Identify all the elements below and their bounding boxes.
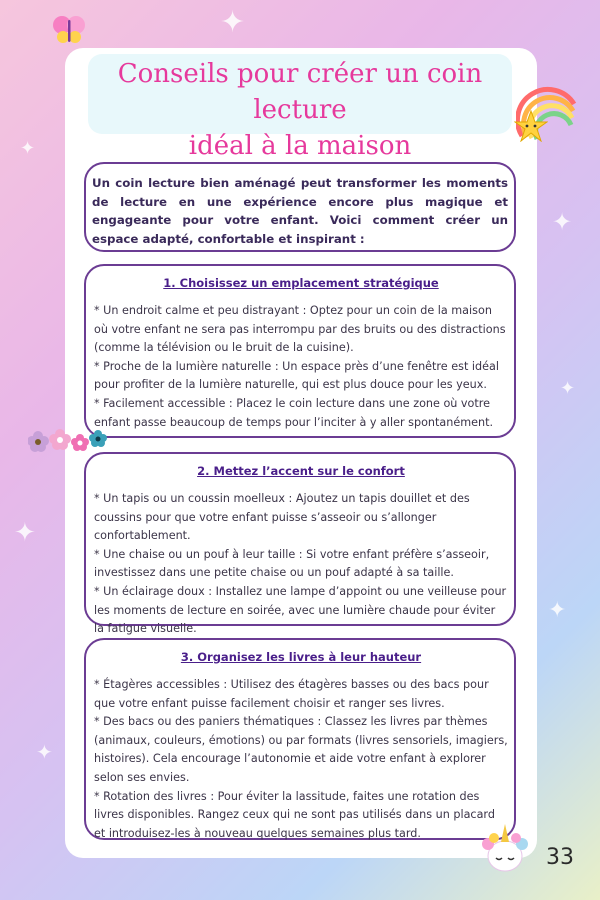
flower-icon: [28, 428, 118, 452]
section-item: * Une chaise ou un pouf à leur taille : Si votre enfant préfère s’asseoir, investissez dans une petite chaise ou un pouf adapté à sa taille.: [94, 547, 490, 580]
section-item: * Étagères accessibles : Utilisez des étagères basses ou des bacs pour que votre enfant puisse facilement choisir et ranger ses livres.: [94, 678, 489, 710]
butterfly-icon: [52, 14, 86, 46]
title-line-1: Conseils pour créer un coin lecture: [117, 59, 483, 125]
section-item: * Facilement accessible : Placez le coin lecture dans une zone où votre enfant passe beaucoup de temps pour l’inciter à y aller spontanément.: [94, 396, 494, 429]
page-title: [88, 56, 512, 164]
sparkle-icon: ✦: [14, 518, 36, 548]
section-confort: [84, 452, 516, 636]
title-line-2: idéal à la maison: [188, 131, 412, 161]
section-item: * Proche de la lumière naturelle : Un espace près d’une fenêtre est idéal pour profiter de la lumière naturelle, qui est plus douce pour les yeux.: [94, 359, 499, 392]
section-livres: [84, 638, 516, 840]
section-item: * Un tapis ou un coussin moelleux : Ajoutez un tapis douillet et des coussins pour que votre enfant puisse s’asseoir ou s’allonger confortablement.: [94, 492, 470, 543]
intro-box: [84, 162, 516, 252]
sparkle-icon: ✦: [36, 740, 53, 764]
star-icon: [514, 110, 548, 142]
page-number: 33: [546, 845, 574, 870]
section-heading: 2. Mettez l’accent sur le confort: [197, 464, 405, 478]
section-emplacement: [84, 264, 516, 438]
section-item: * Un endroit calme et peu distrayant : Optez pour un coin de la maison où votre enfant ne sera pas interrompu par des bruits ou des distractions (comme la télévision ou le bruit de la cuisine).: [94, 304, 506, 355]
section-item: * Un éclairage doux : Installez une lampe d’appoint ou une veilleuse pour les moments de lecture en soirée, avec une lumière chaude pour éviter la fatigue visuelle.: [94, 584, 507, 636]
section-heading: 3. Organisez les livres à leur hauteur: [180, 650, 422, 664]
sparkle-icon: ✦: [20, 138, 36, 159]
sparkle-icon: ✦: [560, 378, 576, 399]
sparkle-icon: ✦: [548, 598, 567, 623]
section-item: * Des bacs ou des paniers thématiques : Classez les livres par thèmes (animaux, couleurs, émotions) ou par formats (livres sensoriels, imagiers, histoires). Cela encourage l’autonomie et aide votre enfant à explorer selon ses envies.: [94, 715, 508, 784]
unicorn-icon: [474, 822, 536, 876]
intro-text: Un coin lecture bien aménagé peut transformer les moments de lecture en une expérience encore plus magique et engageante pour votre enfant. Voici comment créer un espace adapté, confortable et inspirant :: [92, 176, 508, 246]
sparkle-icon: ✦: [220, 5, 246, 40]
section-heading: 1. Choisissez un emplacement stratégique: [163, 276, 439, 290]
section-item: * Rotation des livres : Pour éviter la lassitude, faites une rotation des livres disponibles. Rangez ceux qui ne sont pas utilisés dans un placard et introduisez-les à nouveau quelques semaines plus tard.: [94, 789, 495, 840]
sparkle-icon: ✦: [552, 208, 573, 236]
